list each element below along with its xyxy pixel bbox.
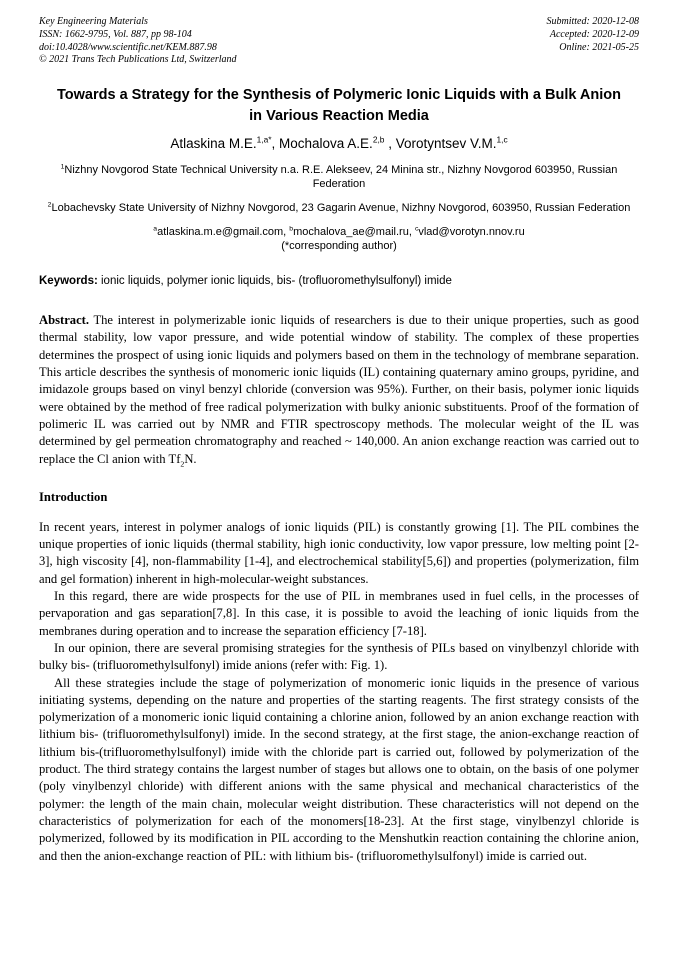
introduction-section bbox=[39, 519, 639, 865]
journal-doi: doi:10.4028/www.scientific.net/KEM.887.98 bbox=[39, 41, 217, 53]
email-superscript: c bbox=[414, 225, 419, 233]
abstract-label: Abstract. bbox=[39, 313, 90, 328]
journal-issn-volume: ISSN: 1662-9795, Vol. 887, pp 98-104 bbox=[39, 28, 192, 40]
emails-block bbox=[39, 225, 639, 253]
affiliation-1 bbox=[44, 163, 634, 191]
paragraph: In our opinion, there are several promising strategies for the synthesis of PILs based on vinylbenzyl chloride with bulky bis- (trifluoromethylsulfonyl) imide anions (refer with: Fig. 1). bbox=[39, 640, 639, 673]
paragraph: In recent years, interest in polymer analogs of ionic liquids (PIL) is constantly growing [1]. The PIL combines the unique properties of ionic liquids (thermal stability, high ionic conductivity, low vapor pressure, low melting point [2-3], high viscosity [4], non-flammability [1-4], and electrochemical stability[5,6]) and properties (polymerization, film and gel formation) inherent in high-molecular-weight substances. bbox=[39, 519, 639, 586]
affiliation-superscript: 2 bbox=[47, 201, 52, 209]
paragraph: In this regard, there are wide prospects for the use of PIL in membranes used in fuel cells, in the processes of pervaporation and gas separation[7,8]. In this case, it is possible to avoid the leaching of ionic liquids from the membranes during operation and to increase the separation efficiency [7-18]. bbox=[39, 589, 639, 638]
keywords-line bbox=[39, 274, 639, 289]
accepted-date: Accepted: 2020-12-09 bbox=[549, 28, 639, 40]
abstract bbox=[39, 312, 639, 468]
submission-info bbox=[547, 16, 640, 67]
author-superscript: 1,c bbox=[496, 134, 508, 145]
keywords-label: Keywords: bbox=[39, 275, 98, 288]
journal-header bbox=[39, 16, 639, 67]
paragraph: All these strategies include the stage of polymerization of monomeric ionic liquids in the presence of various initiating systems, depending on the nature and properties of the starting reagents. The first strategy consists of the polymerization of a monomeric ionic liquid containing a chlorine anion, followed by an anion exchange reaction with lithium bis- (trifluoromethylsulfonyl) imide. In the second strategy, at the first stage, the anion-exchange reaction of lithium bis-(trifluoromethylsulfonyl) imide with the chloride part is carried out, followed by polymerization of the product. The third strategy contains the largest number of stages but allows one to obtain, on the basis of one polymer (poly vinylbenzyl chloride) with different anions with the same physical and mechanical characteristics of the polymer: the length of the main chain, molecular weight distribution. These characteristics will not depend on the characteristics of polymerization for each of the monomers[18-23]. At the first stage, vinylbenzyl chloride is polymerized, followed by its modification in PIL according to the Menshutkin reaction containing the chlorine anion, and then the anion-exchange reaction of PIL: with lithium bis- (trifluoromethylsulfonyl) imide is carried out. bbox=[39, 675, 639, 863]
authors-line bbox=[39, 134, 639, 153]
submitted-date: Submitted: 2020-12-08 bbox=[546, 16, 639, 27]
affiliation-superscript: 1 bbox=[60, 163, 65, 171]
affiliation-text: Nizhny Novgorod State Technical University n.a. R.E. Alekseev, 24 Minina str., Nizhny Novgorod 603950, Russian Federation bbox=[64, 164, 618, 191]
abstract-text-end: N. bbox=[184, 451, 197, 466]
section-heading-introduction: Introduction bbox=[39, 489, 108, 504]
author-superscript: 1,a* bbox=[256, 134, 272, 145]
online-date: Online: 2021-05-25 bbox=[559, 41, 639, 53]
author-name: Mochalova A.E. bbox=[279, 136, 373, 152]
affiliation-2 bbox=[44, 201, 634, 215]
email-address: mochalova_ae@mail.ru, bbox=[293, 226, 415, 239]
email-superscript: a bbox=[153, 225, 158, 233]
keywords-text: ionic liquids, polymer ionic liquids, bis- (trofluoromethylsulfonyl) imide bbox=[97, 275, 452, 288]
email-address: atlaskina.m.e@gmail.com, bbox=[157, 226, 290, 239]
email-superscript: b bbox=[289, 225, 294, 233]
emails-line bbox=[39, 225, 639, 239]
paper-title: Towards a Strategy for the Synthesis of Polymeric Ionic Liquids with a Bulk Anion in Various Reaction Media bbox=[57, 87, 621, 125]
affiliation-text: Lobachevsky State University of Nizhny Novgorod, 23 Gagarin Avenue, Nizhny Novgorod, 603950, Russian Federation bbox=[51, 202, 631, 215]
author-name: Vorotyntsev V.M. bbox=[395, 136, 497, 152]
author-superscript: 2,b bbox=[372, 134, 385, 145]
corresponding-author-note: (*corresponding author) bbox=[281, 240, 397, 253]
author-name: Atlaskina M.E. bbox=[170, 136, 257, 152]
abstract-subscript: 2 bbox=[180, 459, 185, 469]
journal-name: Key Engineering Materials bbox=[39, 16, 148, 27]
abstract-text: The interest in polymerizable ionic liquids of researchers is due to their unique properties, such as good thermal stability, low vapor pressure, and wide potential window of stability. The complex of these properties determines the prospect of using ionic liquids and polymers based on them in the technology of membrane separation. This article describes the synthesis of monomeric ionic liquids (IL) containing quaternary amino groups, pyridine, and imidazole groups based on vinyl benzyl chloride (conversion was 95%). Further, on their basis, polymer ionic liquids were obtained by the method of free radical polymerization with bulky anionic substituents. Proof of the formation of polimeric IL was carried out by NMR and FTIR spectroscopy methods. The molecular weight of the IL was determined by gel permeation chromatography and reached ~ 140,000. An anion exchange reaction was carried out to replace the Cl anion with Tf bbox=[39, 313, 639, 466]
journal-copyright: © 2021 Trans Tech Publications Ltd, Switzerland bbox=[39, 54, 237, 66]
email-address: vlad@vorotyn.nnov.ru bbox=[418, 226, 525, 239]
journal-info bbox=[39, 16, 237, 67]
author-separator: , bbox=[384, 136, 396, 152]
author-separator: , bbox=[271, 136, 279, 152]
